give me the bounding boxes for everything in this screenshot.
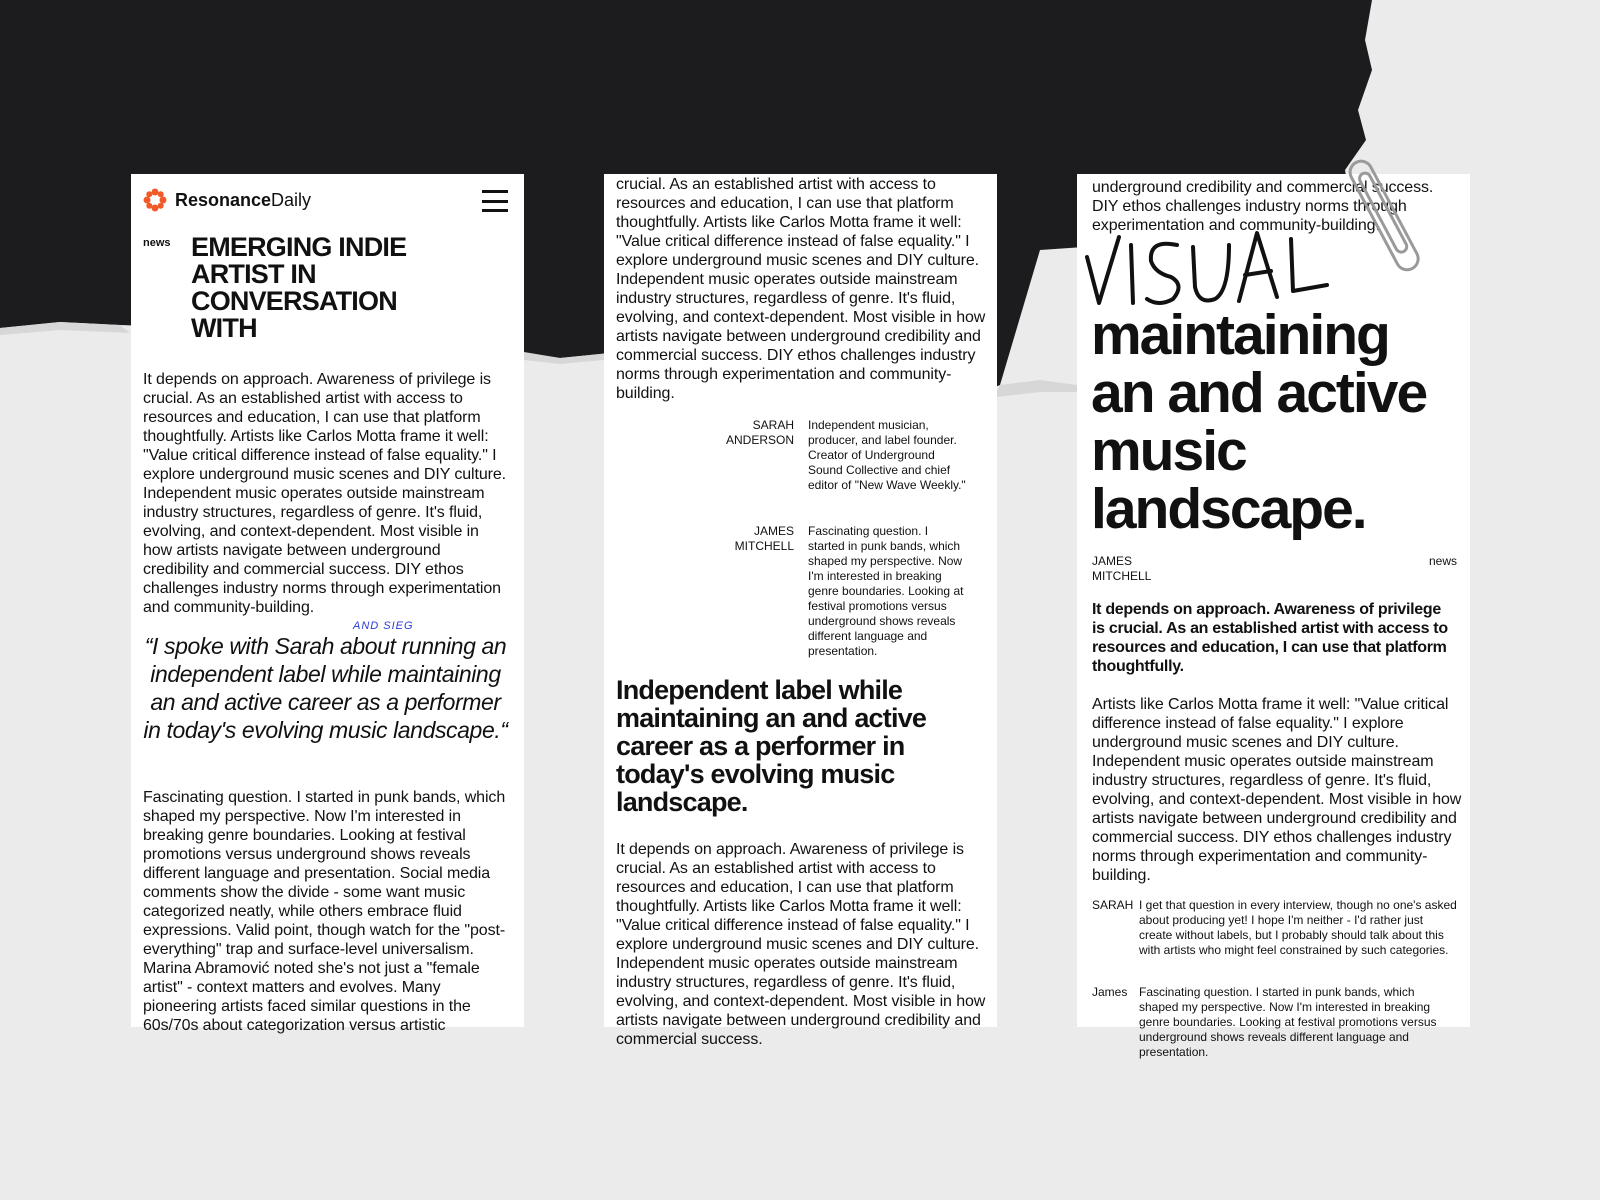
- section-heading: Independent label while maintaining an and active career as a performer in today's evolving music landscape.: [616, 675, 927, 817]
- section-heading: maintaining an and active music landscape.: [1091, 303, 1427, 541]
- brand-name-light: Daily: [271, 189, 312, 210]
- article-paragraph: crucial. As an established artist with access to resources and education, I can use that platform thoughtfully. Artists like Carlos Motta frame it well: "Value critical difference instead of false equality." I explore underground music scenes and DIY culture. Independent music operates outside mainstream industry structures, regardless of genre. It's fluid, evolving, and context-dependent. Most visible in how artists navigate between underground credibility and commercial success. DIY ethos challenges industry norms through experimentation and community-building.: [616, 176, 986, 402]
- dialogue-entry: [704, 418, 968, 493]
- speaker-name: SARAH ANDERSON: [725, 418, 794, 447]
- category-tag[interactable]: news: [143, 237, 171, 249]
- article-paragraph: Artists like Carlos Motta frame it well: "Value critical difference instead of false equality." I explore underground music scenes and DIY culture. Independent music operates outside mainstream industry structures, regardless of genre. It's fluid, evolving, and context-dependent. Most visible in how artists navigate between underground credibility and commercial success. DIY ethos challenges industry norms through experimentation and community-building.: [1092, 696, 1462, 884]
- pull-quote: “I spoke with Sarah about running an independent label while maintaining an and active career as a performer in today's evolving music landscape.“: [143, 633, 508, 743]
- speaker-text: Independent musician, producer, and label founder. Creator of Underground Sound Collective and chief editor of "New Wave Weekly.": [808, 418, 966, 492]
- paperclip-icon: [1355, 150, 1415, 280]
- article-paragraph: It depends on approach. Awareness of privilege is crucial. As an established artist with access to resources and education, I can use that platform thoughtfully. Artists like Carlos Motta frame it well: "Value critical difference instead of false equality." I explore underground music scenes and DIY culture. Independent music operates outside mainstream industry structures, regardless of genre. It's fluid, evolving, and context-dependent. Most visible in how artists navigate between underground credibility and commercial success.: [616, 841, 986, 1048]
- author-name: JAMES MITCHELL: [1092, 554, 1152, 583]
- mobile-page-2: [604, 174, 997, 1048]
- brand-name-bold: Resonance: [175, 189, 272, 210]
- handwritten-visual-scribble: [1085, 225, 1345, 315]
- article-paragraph: It depends on approach. Awareness of privilege is crucial. As an established artist with access to resources and education, I can use that platform thoughtfully. Artists like Carlos Motta frame it well: "Value critical difference instead of false equality." I explore underground music scenes and DIY culture. Independent music operates outside mainstream industry structures, regardless of genre. It's fluid, evolving, and context-dependent. Most visible in how artists navigate between underground credibility and commercial success. DIY ethos challenges industry norms through experimentation and community-building.: [143, 371, 507, 616]
- dialogue-entry: [704, 524, 968, 659]
- handwritten-annotation: AND SIEG: [353, 620, 414, 632]
- mobile-page-1: [131, 174, 524, 1034]
- article-paragraph: Fascinating question. I started in punk bands, which shaped my perspective. Now I'm interested in breaking genre boundaries. Looking at festival promotions versus underground shows reveals different language and presentation. Social media comments show the divide - some want music categorized neatly, while others embrace fluid expressions. Valid point, though watch for the "post-everything" trap and surface-level universalism. Marina Abramović noted she's not just a "female artist" - context matters and evolves. Many pioneering artists faced similar questions in the 60s/70s about categorization versus artistic: [143, 789, 506, 1034]
- flower-logo-icon: [143, 188, 167, 212]
- category-tag[interactable]: news: [1428, 554, 1457, 568]
- article-paragraph: underground credibility and commercial success. DIY ethos challenges industry norms through experimentation and community-building.: [1092, 179, 1434, 234]
- speaker-name: SARAH: [1092, 898, 1134, 912]
- dialogue-entry: [1092, 985, 1457, 1060]
- lead-paragraph: It depends on approach. Awareness of privilege is crucial. As an established artist with access to resources and education, I can use that platform thoughtfully.: [1092, 601, 1448, 675]
- hamburger-menu-icon[interactable]: [482, 190, 508, 212]
- speaker-text: Fascinating question. I started in punk bands, which shaped my perspective. Now I'm interested in breaking genre boundaries. Looking at festival promotions versus underground shows reveals different language and presentation.: [1139, 985, 1437, 1059]
- article-headline: EMERGING INDIE ARTIST IN CONVERSATION WITH: [191, 232, 407, 343]
- dialogue-entry: [1092, 898, 1457, 958]
- speaker-text: Fascinating question. I started in punk bands, which shaped my perspective. Now I'm interested in breaking genre boundaries. Looking at festival promotions versus underground shows reveals different language and presentation.: [808, 524, 964, 658]
- speaker-name: James: [1092, 985, 1128, 999]
- brand-logo[interactable]: [143, 188, 311, 212]
- speaker-text: I get that question in every interview, though no one's asked about producing yet! I hope I'm neither - I'd rather just create without labels, but I probably should talk about this with artists who might feel constrained by such categories.: [1139, 898, 1457, 957]
- speaker-name: JAMES MITCHELL: [734, 524, 794, 553]
